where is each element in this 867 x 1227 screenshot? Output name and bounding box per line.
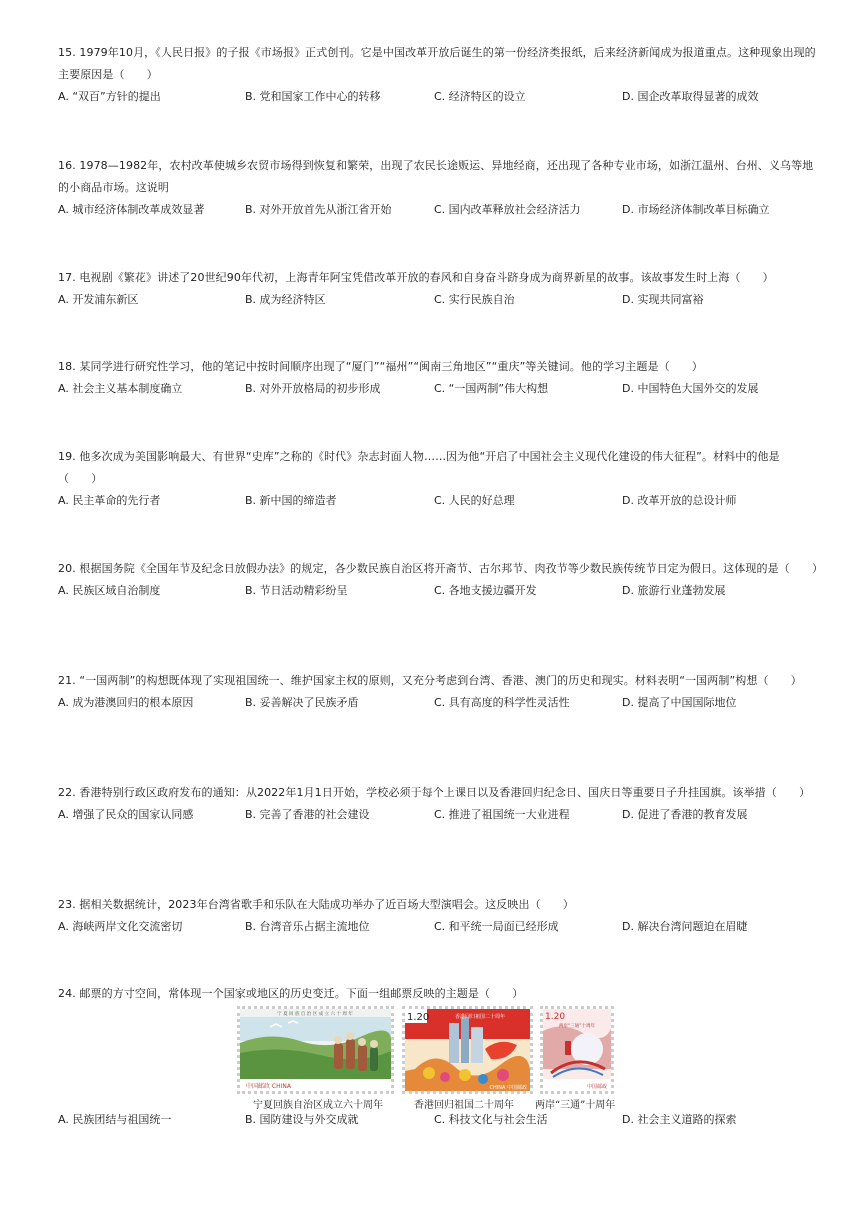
stamp-group [0, 1006, 867, 1114]
stamp-three-links-image [540, 1006, 614, 1094]
option-d[interactable]: D. 社会主义道路的探索 [622, 1113, 737, 1126]
options-row [58, 580, 818, 602]
question-stem: 20. 根据国务院《全国年节及纪念日放假办法》的规定，各少数民族自治区将开斋节、古尔邦节、肉孜节等少数民族传统节日定为假日。这体现的是（ ） [58, 562, 824, 575]
options-row [58, 692, 818, 714]
options-row [58, 378, 818, 400]
question-20 [58, 558, 824, 602]
question-22 [58, 782, 818, 826]
question-stem: 22. 香港特别行政区政府发布的通知：从2022年1月1日开始，学校必须于每个上课日以及香港回归纪念日、国庆日等重要日子升挂国旗。该举措（ ） [58, 786, 811, 799]
stamp-three-links-header: 两岸“三通”十周年 [558, 1024, 596, 1029]
option-b[interactable]: B. 完善了香港的社会建设 [245, 808, 370, 821]
option-b[interactable]: B. 新中国的缔造者 [245, 494, 337, 507]
stamp-caption-three-links: 两岸“三通”十周年 [535, 1100, 616, 1111]
option-a[interactable]: A. 海峡两岸文化交流密切 [58, 920, 183, 933]
option-b[interactable]: B. 妥善解决了民族矛盾 [245, 696, 359, 709]
option-a[interactable]: A. 成为港澳回归的根本原因 [58, 696, 194, 709]
option-a[interactable]: A. 城市经济体制改革成效显著 [58, 203, 205, 216]
option-d[interactable]: D. 解决台湾问题迫在眉睫 [622, 920, 748, 933]
option-c[interactable]: C. 和平统一局面已经形成 [434, 920, 559, 933]
question-stem: 23. 据相关数据统计，2023年台湾省歌手和乐队在大陆成功举办了近百场大型演唱会。这反映出（ ） [58, 898, 574, 911]
option-b[interactable]: B. 节日活动精彩纷呈 [245, 584, 348, 597]
stamp-ningxia-mark: 中国邮政 CHINA [246, 1083, 291, 1090]
question-21 [58, 670, 818, 714]
stamp-three-links-mark: 中国邮政 [586, 1084, 607, 1090]
stamp-hongkong-illustration [405, 1009, 530, 1091]
question-19 [58, 446, 818, 512]
option-a[interactable]: A. 增强了民众的国家认同感 [58, 808, 194, 821]
stamp-ningxia-illustration [240, 1009, 391, 1091]
question-18 [58, 356, 818, 400]
option-b[interactable]: B. 对外开放格局的初步形成 [245, 382, 381, 395]
question-17 [58, 267, 818, 311]
option-c[interactable]: C. 推进了祖国统一大业进程 [434, 808, 570, 821]
option-c[interactable]: C. 人民的好总理 [434, 494, 515, 507]
question-24 [58, 983, 818, 1005]
stamp-hongkong-mark: CHINA 中国邮政 [489, 1085, 527, 1091]
question-stem: 17. 电视剧《繁花》讲述了20世纪90年代初，上海青年阿宝凭借改革开放的春风和自身奋斗跻身成为商界新星的故事。该故事发生时上海（ ） [58, 271, 774, 284]
option-b[interactable]: B. 成为经济特区 [245, 293, 326, 306]
stamp-hongkong-value: 1.20 [407, 1012, 430, 1023]
question-stem: 15. 1979年10月，《人民日报》的子报《市场报》正式创刊。它是中国改革开放后诞生的第一份经济类报纸，后来经济新闻成为报道重点。这种现象出现的主要原因是（ ） [58, 46, 816, 81]
stamp-three-links-illustration [543, 1009, 611, 1091]
option-d[interactable]: D. 改革开放的总设计师 [622, 494, 737, 507]
option-d[interactable]: D. 中国特色大国外交的发展 [622, 382, 759, 395]
option-a[interactable]: A. 民主革命的先行者 [58, 494, 161, 507]
stamp-caption-ningxia: 宁夏回族自治区成立六十周年 [253, 1100, 383, 1111]
stamp-ningxia-header: 宁 夏 回 族 自 治 区 成 立 六 十 周 年 [277, 1012, 353, 1017]
question-16 [58, 155, 818, 221]
option-d[interactable]: D. 提高了中国国际地位 [622, 696, 737, 709]
options-row [58, 916, 818, 938]
options-row [58, 490, 818, 512]
question-stem: 19. 他多次成为美国影响最大、有世界“史库”之称的《时代》杂志封面人物……因为他“开启了中国社会主义现代化建设的伟大征程”。材料中的他是（ ） [58, 450, 780, 485]
option-c[interactable]: C. 国内改革释放社会经济活力 [434, 203, 581, 216]
option-a[interactable]: A. 社会主义基本制度确立 [58, 382, 183, 395]
option-d[interactable]: D. 促进了香港的教育发展 [622, 808, 748, 821]
option-b[interactable]: B. 对外开放首先从浙江省开始 [245, 203, 392, 216]
question-24-options [58, 1109, 818, 1131]
option-d[interactable]: D. 市场经济体制改革目标确立 [622, 203, 770, 216]
options-row [58, 804, 818, 826]
question-23 [58, 894, 818, 938]
stamp-caption-hongkong: 香港回归祖国二十周年 [414, 1100, 514, 1111]
options-row [58, 289, 818, 311]
option-a[interactable]: A. 民族区域自治制度 [58, 584, 161, 597]
question-stem: 21. “一国两制”的构想既体现了实现祖国统一、维护国家主权的原则，又充分考虑到台湾、香港、澳门的历史和现实。材料表明“一国两制”构想（ ） [58, 674, 802, 687]
option-c[interactable]: C. 具有高度的科学性灵活性 [434, 696, 570, 709]
option-a[interactable]: A. 开发浦东新区 [58, 293, 139, 306]
option-d[interactable]: D. 国企改革取得显著的成效 [622, 90, 759, 103]
option-c[interactable]: C. 经济特区的设立 [434, 90, 526, 103]
stamp-hongkong-header: 香港回归祖国二十周年 [454, 1014, 506, 1020]
option-b[interactable]: B. 台湾音乐占据主流地位 [245, 920, 370, 933]
option-c[interactable]: C. 科技文化与社会生活 [434, 1113, 548, 1126]
option-d[interactable]: D. 旅游行业蓬勃发展 [622, 584, 726, 597]
option-a[interactable]: A. 民族团结与祖国统一 [58, 1113, 172, 1126]
options-row [58, 86, 818, 108]
option-b[interactable]: B. 党和国家工作中心的转移 [245, 90, 381, 103]
options-row [58, 1109, 818, 1131]
question-stem: 24. 邮票的方寸空间，常体现一个国家或地区的历史变迁。下面一组邮票反映的主题是（ ） [58, 987, 524, 1000]
option-d[interactable]: D. 实现共同富裕 [622, 293, 704, 306]
stamp-hongkong-image [402, 1006, 533, 1094]
option-a[interactable]: A. “双百”方针的提出 [58, 90, 161, 103]
option-c[interactable]: C. “一国两制”伟大构想 [434, 382, 549, 395]
question-stem: 18. 某同学进行研究性学习，他的笔记中按时间顺序出现了“厦门”“福州”“闽南三角地区”“重庆”等关键词。他的学习主题是（ ） [58, 360, 703, 373]
stamp-ningxia-image [237, 1006, 394, 1094]
options-row [58, 199, 818, 221]
stamp-three-links-value: 1.20 [545, 1012, 566, 1022]
option-c[interactable]: C. 各地支援边疆开发 [434, 584, 537, 597]
question-stem: 16. 1978—1982年，农村改革使城乡农贸市场得到恢复和繁荣，出现了农民长途贩运、异地经商，还出现了各种专业市场，如浙江温州、台州、义乌等地的小商品市场。这说明 [58, 159, 814, 194]
option-b[interactable]: B. 国防建设与外交成就 [245, 1113, 359, 1126]
question-15 [58, 42, 818, 108]
option-c[interactable]: C. 实行民族自治 [434, 293, 515, 306]
